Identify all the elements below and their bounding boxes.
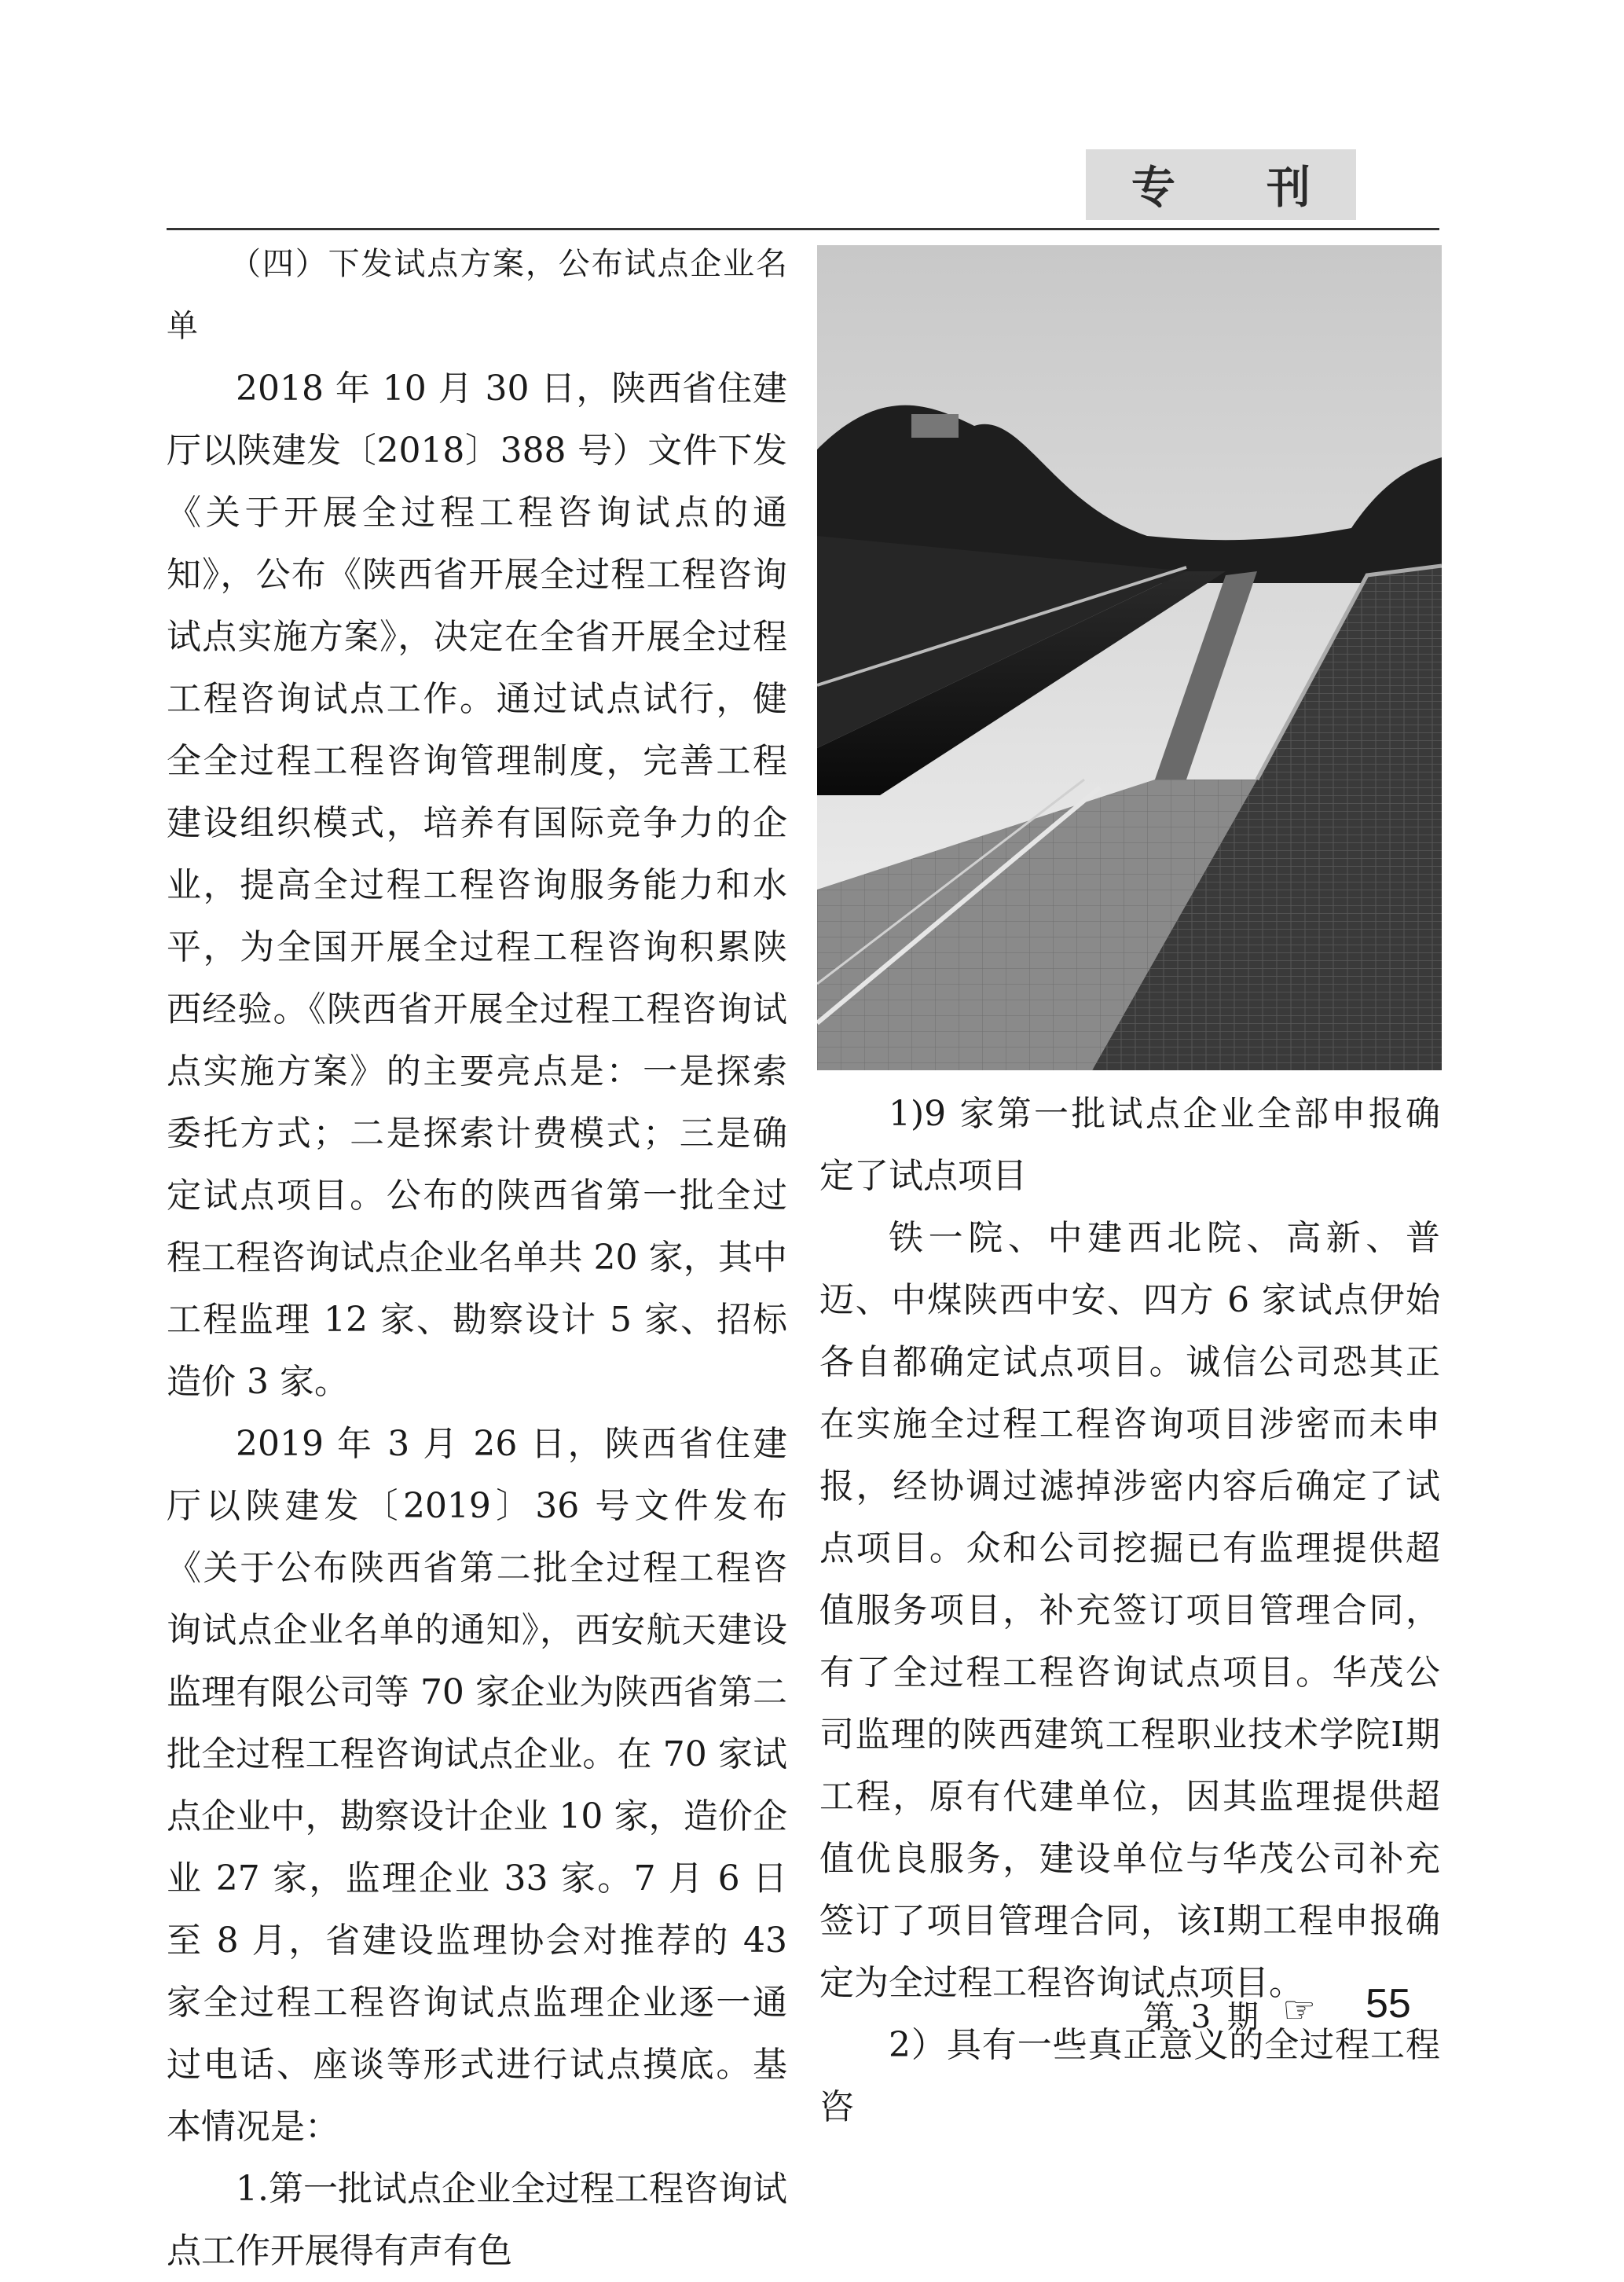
paragraph: 2）具有一些真正意义的全过程工程咨 [819, 2025, 1440, 2127]
section-heading: （四）下发试点方案，公布试点企业名单 [167, 246, 787, 344]
right-column [819, 1083, 1440, 2138]
section-tab-char-1: 专 [1131, 163, 1175, 214]
paragraph: 2019 年 3 月 26 日，陕西省住建厅以陕建发〔2019〕36 号文件发布《关于公布陕西省第二批全过程工程咨询试点企业名单的通知》，西安航天建设监理有限公司等 70 家企业为陕西省第二批全过程工程咨询试点企业。在 70 家试点企业中，勘察设计企业 10 家，造价企业 27 家，监理企业 33 家。7 月 6 日至 8 月，省建设监理协会对推荐的 43 家全过程工程咨询试点监理企业逐一通过电话、座谈等形式进行试点摸底。基本情况是： [167, 1424, 787, 2147]
section-tab-char-2: 刊 [1267, 163, 1311, 214]
header-rule [167, 228, 1439, 230]
paragraph: 1.第一批试点企业全过程工程咨询试点工作开展得有声有色 [167, 2169, 787, 2271]
paragraph: 铁一院、中建西北院、高新、普迈、中煤陕西中安、四方 6 家试点伊始各自都确定试点项目。诚信公司恐其正在实施全过程工程咨询项目涉密而未申报，经协调过滤掉涉密内容后确定了试点项目。众和公司挖掘已有监理提供超值服务项目，补充签订项目管理合同，有了全过程工程咨询试点项目。华茂公司监理的陕西建筑工程职业技术学院Ⅰ期工程，原有代建单位，因其监理提供超值优良服务，建设单位与华茂公司补充签订了项目管理合同，该Ⅰ期工程申报确定为全过程工程咨询试点项目。 [819, 1218, 1440, 2003]
pointing-hand-icon: ☞ [1282, 1988, 1317, 2032]
issue-label: 第 3 期 [1143, 1999, 1262, 2035]
canal-photo [817, 245, 1442, 1070]
paragraph: 2018 年 10 月 30 日，陕西省住建厅以陕建发〔2018〕388 号）文件下发《关于开展全过程工程咨询试点的通知》，公布《陕西省开展全过程工程咨询试点实施方案》，决定在全省开展全过程工程咨询试点工作。通过试点试行，健全全过程工程咨询管理制度，完善工程建设组织模式，培养有国际竞争力的企业，提高全过程工程咨询服务能力和水平，为全国开展全过程工程咨询积累陕西经验。《陕西省开展全过程工程咨询试点实施方案》的主要亮点是：一是探索委托方式；二是探索计费模式；三是确定试点项目。公布的陕西省第一批全过程工程咨询试点企业名单共 20 家，其中工程监理 12 家、勘察设计 5 家、招标造价 3 家。 [167, 369, 787, 1402]
section-tab [1086, 149, 1356, 220]
paragraph: 1)9 家第一批试点企业全部申报确定了试点项目 [819, 1094, 1440, 1196]
left-column [167, 233, 787, 2282]
page-number: 55 [1366, 1981, 1411, 2027]
